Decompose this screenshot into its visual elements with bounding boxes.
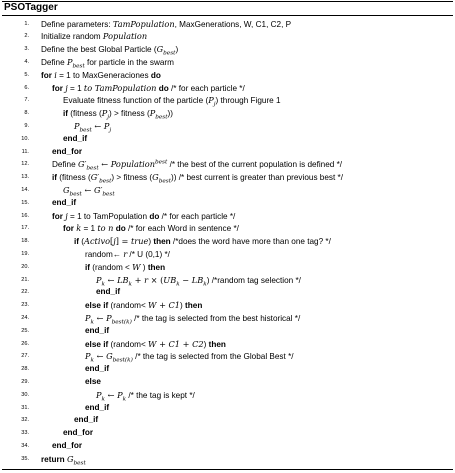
code-token: end_if: [96, 287, 121, 297]
code-token: do: [156, 83, 169, 93]
code-token: ): [175, 45, 179, 55]
code-token: LB: [191, 274, 204, 285]
code-token: j: [65, 210, 68, 221]
code-token: then: [153, 237, 171, 247]
code-token: × (: [148, 274, 164, 285]
code-token: = 1 to MaxGeneraciones: [56, 70, 151, 80]
top-rule: [2, 1, 453, 2]
code-token: end_for: [52, 440, 83, 450]
line-code: [63, 427, 93, 440]
code-token: k: [101, 396, 105, 403]
line-code: [85, 376, 101, 389]
code-token: UB: [163, 274, 177, 285]
code-token: end_for: [63, 428, 94, 438]
line-number: 32.: [21, 417, 29, 424]
code-token: (fitness (: [68, 109, 102, 119]
line-number: 28.: [21, 366, 29, 373]
line-code: [41, 18, 291, 32]
line-number: 26.: [21, 340, 29, 347]
line-number: 20.: [21, 263, 29, 270]
code-token: ] =: [115, 236, 132, 247]
line-number: 27.: [21, 353, 29, 360]
code-token: /* the tag is kept */: [126, 390, 195, 400]
code-token: G′: [93, 184, 103, 195]
code-token: G′: [90, 172, 100, 183]
line-number: 8.: [24, 110, 29, 117]
code-token: Activo: [84, 236, 110, 247]
line-number: 5.: [24, 71, 29, 78]
code-token: P: [74, 120, 80, 131]
code-token: (random<: [108, 301, 149, 311]
code-token: P: [106, 312, 112, 323]
code-token: )) /* best current is greater than previous best */: [171, 173, 344, 183]
code-token: Define: [41, 57, 67, 67]
code-token: (random <: [90, 262, 133, 272]
code-token: r: [123, 248, 128, 259]
code-token: k: [176, 281, 180, 288]
code-token: to TamPopulation: [83, 82, 157, 93]
code-token: /*does the word have more than one tag? */: [170, 237, 331, 247]
code-token: Evaluate fitness function of the particle (: [63, 96, 209, 106]
line-code: [96, 389, 195, 403]
code-token: /* for each Word in sentence */: [125, 224, 239, 234]
code-token: W: [148, 300, 157, 311]
line-number: 30.: [21, 391, 29, 398]
code-token: best: [72, 63, 85, 70]
code-token: best(k): [112, 357, 133, 364]
code-token: Population: [110, 159, 155, 170]
line-code: [85, 299, 202, 313]
code-token: k: [128, 281, 133, 288]
code-token: end_if: [52, 197, 77, 207]
line-code: [52, 210, 235, 224]
code-token: ): [148, 237, 154, 247]
code-token: = 1 to TamPopulation: [67, 211, 150, 221]
code-token: Population: [102, 31, 148, 42]
line-code: [52, 82, 245, 96]
code-token: true: [131, 236, 149, 247]
code-token: end_if: [85, 402, 110, 412]
line-code: [85, 350, 294, 364]
code-token: TamPopulation: [112, 18, 175, 29]
code-token: else if: [85, 301, 109, 311]
code-token: ): [203, 339, 209, 349]
line-number: 22.: [21, 289, 29, 296]
code-token: /* the tag is selected from the best historical */: [131, 313, 301, 323]
code-token: [: [110, 236, 114, 247]
code-token: G: [152, 172, 159, 183]
code-token: P: [101, 108, 108, 119]
line-code: [52, 171, 343, 185]
line-code: [74, 120, 111, 134]
header-rule: [2, 15, 453, 16]
code-token: best: [79, 127, 92, 134]
code-token: then: [185, 301, 203, 311]
line-number: 35.: [21, 455, 29, 462]
line-number: 9.: [24, 122, 29, 129]
line-number: 25.: [21, 327, 29, 334]
code-token: else: [85, 376, 101, 386]
line-number: 6.: [24, 84, 29, 91]
code-token: best: [99, 178, 112, 185]
code-token: end_if: [85, 364, 110, 374]
code-token: G: [156, 44, 164, 55]
code-token: /* for each particle */: [159, 211, 236, 221]
line-number: 34.: [21, 442, 29, 449]
line-code: [85, 363, 109, 376]
line-number: 21.: [21, 276, 29, 283]
code-token: W: [148, 338, 157, 349]
bottom-rule: [2, 469, 453, 470]
code-token: P: [85, 312, 91, 323]
code-token: G: [66, 453, 74, 464]
code-token: best: [102, 191, 115, 198]
code-token: G: [63, 184, 70, 195]
code-token: k: [122, 396, 127, 403]
line-number: 4.: [24, 58, 29, 65]
code-token: Define: [52, 160, 78, 170]
code-token: best: [86, 165, 99, 172]
line-number: 24.: [21, 314, 29, 321]
code-token: then: [147, 262, 166, 272]
code-token: for: [41, 70, 55, 80]
line-number: 31.: [21, 404, 29, 411]
line-code: [52, 440, 82, 453]
code-token: end_if: [63, 133, 88, 143]
line-number: 12.: [21, 161, 29, 168]
code-token: /* the best of the current population is defined */: [167, 160, 343, 170]
code-token: best: [69, 191, 82, 198]
code-token: to n: [97, 223, 114, 234]
algorithm-title: PSOTagger: [4, 2, 58, 13]
code-token: (: [79, 237, 85, 247]
code-token: do: [150, 70, 161, 80]
code-token: r: [144, 274, 149, 285]
line-code: [63, 94, 281, 108]
line-number: 17.: [21, 225, 29, 232]
code-token: /* U (0,1) */: [127, 249, 170, 259]
code-token: if: [52, 173, 58, 183]
code-token: ←: [94, 312, 107, 323]
code-token: Initialize random: [41, 32, 103, 42]
line-number: 7.: [24, 97, 29, 104]
code-token: Define the best Global Particle (: [41, 45, 157, 55]
code-token: P: [66, 56, 73, 67]
line-code: [41, 30, 147, 44]
code-token: k: [90, 357, 94, 364]
code-token: P: [85, 351, 91, 362]
line-code: [41, 453, 86, 467]
code-token: best: [155, 114, 168, 121]
line-code: [63, 184, 115, 198]
code-token: , MaxGenerations, W, C1, C2, P: [174, 19, 292, 29]
code-token: best: [154, 159, 168, 166]
code-token: C1: [168, 300, 181, 311]
code-token: best: [158, 178, 171, 185]
code-token: return: [41, 454, 67, 464]
code-token: do: [149, 211, 160, 221]
line-code: [41, 43, 178, 57]
code-token: /* for each particle */: [168, 83, 245, 93]
line-number: 18.: [21, 238, 29, 245]
code-token: ) > fitness (: [108, 109, 150, 119]
code-token: ): [180, 301, 186, 311]
line-number: 2.: [24, 33, 29, 40]
line-code: [63, 107, 173, 121]
code-token: LB: [117, 274, 129, 285]
line-code: [85, 248, 170, 262]
code-token: end_if: [85, 325, 110, 335]
line-code: [85, 312, 300, 326]
code-token: ←: [81, 184, 94, 195]
code-token: +: [132, 274, 145, 285]
code-token: ) /*random tag selection */: [206, 275, 301, 285]
line-code: [52, 158, 342, 172]
code-token: ←: [91, 120, 104, 131]
line-code: [96, 274, 301, 288]
line-number: 10.: [21, 135, 29, 142]
code-token: P: [117, 389, 123, 400]
line-number: 16.: [21, 212, 29, 219]
code-token: k: [203, 281, 207, 288]
code-token: ←: [98, 159, 111, 170]
line-number: 3.: [24, 46, 29, 53]
line-code: [96, 286, 120, 299]
line-code: [85, 325, 109, 338]
code-token: P: [96, 389, 102, 400]
code-token: for: [63, 224, 77, 234]
code-token: (fitness (: [57, 173, 91, 183]
line-number: 23.: [21, 302, 29, 309]
code-token: j: [213, 101, 216, 108]
line-code: [52, 146, 82, 159]
code-token: P: [208, 95, 214, 106]
code-token: best: [163, 50, 176, 57]
line-code: [52, 197, 76, 210]
code-token: j: [107, 114, 109, 121]
code-token: k: [90, 319, 94, 326]
code-token: j: [113, 236, 116, 247]
code-token: +: [156, 338, 169, 349]
code-token: ): [140, 262, 148, 272]
code-token: )): [167, 109, 173, 119]
code-token: Define parameters:: [41, 19, 113, 29]
code-token: best(k): [111, 319, 132, 326]
code-token: end_if: [74, 415, 99, 425]
code-token: G′: [77, 159, 87, 170]
code-token: random←: [85, 249, 124, 259]
code-token: end_for: [52, 146, 83, 156]
code-token: P: [149, 108, 156, 119]
line-number: 19.: [21, 250, 29, 257]
line-number: 29.: [21, 378, 29, 385]
code-token: +: [156, 300, 169, 311]
line-code: [85, 261, 165, 275]
code-token: ) through Figure 1: [215, 96, 281, 106]
code-token: P: [103, 120, 110, 131]
code-token: P: [96, 274, 102, 285]
code-token: −: [179, 274, 192, 285]
code-token: j: [109, 127, 112, 134]
line-number: 33.: [21, 430, 29, 437]
code-token: i: [54, 69, 57, 80]
code-token: k: [76, 223, 82, 234]
line-code: [63, 222, 239, 236]
code-token: for: [52, 83, 66, 93]
line-code: [41, 56, 174, 70]
code-token: for: [52, 211, 66, 221]
code-token: C2: [192, 338, 204, 349]
code-token: k: [101, 281, 105, 288]
line-number: 11.: [21, 148, 29, 155]
code-token: (random<: [108, 339, 149, 349]
code-token: if: [63, 109, 69, 119]
line-number: 14.: [21, 186, 29, 193]
code-token: /* the tag is selected from the Global Best */: [132, 352, 294, 362]
line-code: [63, 133, 87, 146]
code-token: ) > fitness (: [111, 173, 153, 183]
code-token: = 1: [67, 83, 84, 93]
line-code: [85, 338, 226, 352]
code-token: j: [65, 82, 68, 93]
code-token: W: [132, 261, 141, 272]
code-token: +: [180, 338, 193, 349]
code-token: else if: [85, 339, 109, 349]
line-code: [85, 402, 109, 415]
code-token: if: [85, 262, 91, 272]
code-token: ←: [105, 389, 118, 400]
line-code: [74, 235, 331, 249]
line-number: 1.: [24, 20, 29, 27]
code-token: ←: [94, 351, 107, 362]
code-token: G: [106, 351, 113, 362]
line-number: 15.: [21, 199, 29, 206]
line-number: 13.: [21, 174, 29, 181]
code-token: best: [73, 460, 86, 467]
code-token: for particle in the swarm: [84, 57, 174, 67]
code-token: = 1: [81, 224, 98, 234]
code-token: if: [74, 237, 80, 247]
line-code: [74, 414, 98, 427]
line-code: [41, 69, 161, 83]
code-token: ←: [105, 274, 118, 285]
code-token: do: [113, 224, 126, 234]
code-token: then: [208, 339, 226, 349]
code-token: C1: [168, 338, 181, 349]
